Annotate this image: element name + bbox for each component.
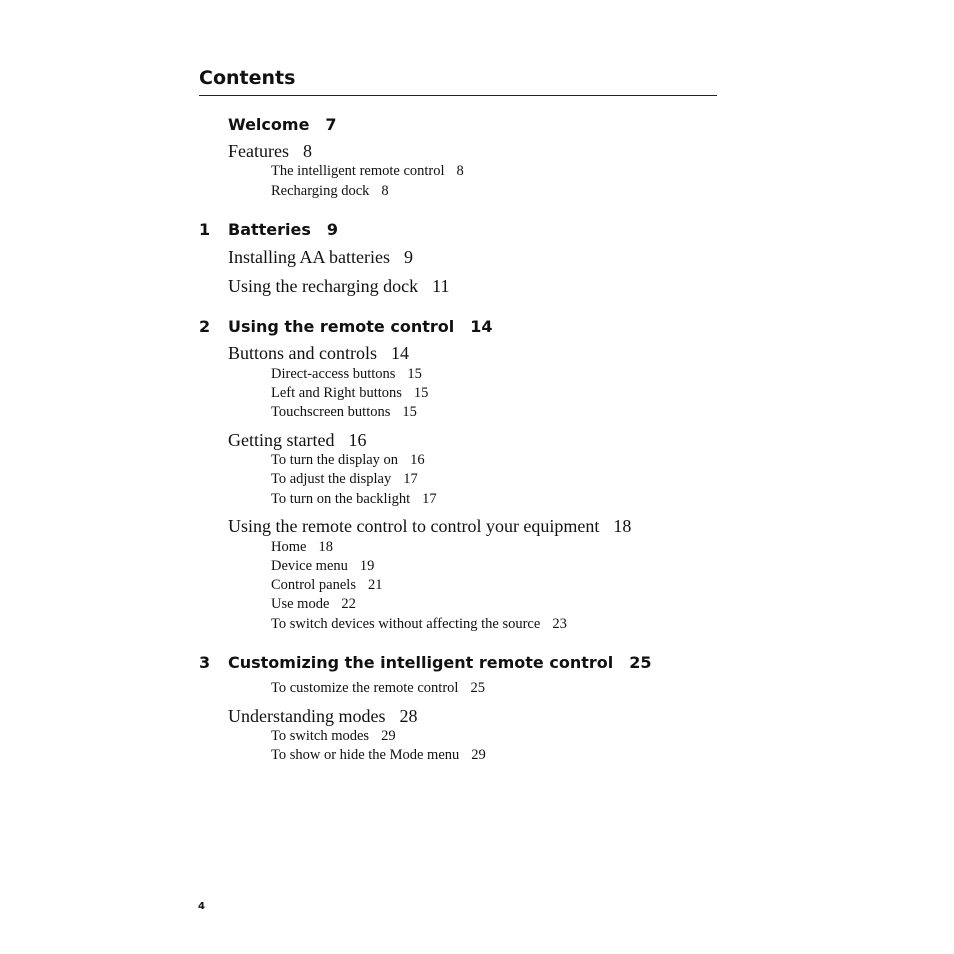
toc-page: 18 [318, 539, 333, 555]
toc-entry-using-dock[interactable] [228, 277, 449, 295]
toc-title: Touchscreen buttons [271, 404, 391, 420]
toc-title: Installing AA batteries [228, 247, 390, 267]
toc-page: 29 [381, 728, 396, 744]
toc-entry-touchscreen[interactable] [271, 405, 417, 420]
toc-entry-turn-display-on[interactable] [271, 453, 425, 468]
toc-entry-understanding-modes[interactable] [228, 707, 417, 725]
toc-page: 8 [381, 183, 389, 199]
toc-page: 8 [302, 141, 312, 161]
toc-page: 25 [629, 653, 652, 672]
toc-page: 9 [326, 220, 339, 239]
toc-page: 19 [359, 558, 375, 574]
toc-page: 8 [456, 163, 464, 179]
toc-page: 18 [613, 516, 632, 536]
toc-entry-features[interactable] [228, 142, 312, 160]
chapter-number: 1 [199, 220, 211, 239]
toc-page: 29 [471, 747, 486, 763]
toc-entry-show-hide-mode[interactable] [271, 748, 486, 763]
toc-page: 21 [367, 577, 383, 593]
toc-page: 17 [403, 471, 418, 487]
toc-title: Left and Right buttons [271, 385, 402, 401]
toc-title: Recharging dock [271, 183, 370, 199]
toc-entry-welcome[interactable] [228, 117, 337, 133]
toc-entry-switch-modes[interactable] [271, 729, 396, 744]
title-rule [199, 95, 717, 96]
toc-page: 17 [422, 491, 437, 507]
toc-page: 23 [552, 616, 567, 632]
toc-entry-backlight[interactable] [271, 492, 437, 507]
toc-title: Using the remote control [228, 317, 455, 336]
page-title: Contents [199, 67, 296, 89]
toc-title: The intelligent remote control [271, 163, 445, 179]
toc-entry-installing-aa[interactable] [228, 248, 413, 266]
toc-title: Control panels [271, 577, 356, 593]
toc-entry-customize[interactable] [271, 681, 485, 696]
toc-title: To adjust the display [271, 471, 392, 487]
toc-entry-use-mode[interactable] [271, 597, 356, 612]
chapter-number: 3 [199, 653, 211, 672]
toc-entry-using-remote[interactable] [228, 319, 493, 335]
toc-page: 15 [407, 366, 422, 382]
toc-title: Welcome [228, 115, 310, 134]
toc-title: Use mode [271, 596, 330, 612]
toc-title: To turn the display on [271, 452, 399, 468]
toc-entry-control-panels[interactable] [271, 578, 382, 593]
toc-title: Understanding modes [228, 706, 386, 726]
toc-entry-device-menu[interactable] [271, 559, 374, 574]
toc-title: To show or hide the Mode menu [271, 747, 460, 763]
toc-entry-getting-started[interactable] [228, 431, 366, 449]
toc-page: 14 [391, 343, 409, 363]
toc-title: Using the remote control to control your equipment [228, 516, 600, 536]
toc-title: Batteries [228, 220, 311, 239]
toc-page: 16 [348, 430, 367, 450]
toc-title: Home [271, 539, 307, 555]
toc-title: To switch modes [271, 728, 370, 744]
toc-title: To customize the remote control [271, 680, 459, 696]
toc-title: To switch devices without affecting the source [271, 616, 541, 632]
toc-title: Customizing the intelligent remote control [228, 653, 614, 672]
toc-title: Getting started [228, 430, 335, 450]
toc-page: 11 [432, 276, 450, 296]
toc-page: 28 [399, 706, 418, 726]
chapter-number: 2 [199, 317, 211, 336]
toc-entry-left-right[interactable] [271, 386, 428, 401]
toc-page: 15 [413, 385, 429, 401]
toc-entry-home[interactable] [271, 540, 333, 555]
toc-entry-switch-devices[interactable] [271, 617, 567, 632]
toc-title: To turn on the backlight [271, 491, 411, 507]
page-number: 4 [198, 901, 205, 912]
toc-entry-intelligent-remote[interactable] [271, 164, 464, 179]
toc-entry-direct-access[interactable] [271, 367, 422, 382]
toc-entry-adjust-display[interactable] [271, 472, 418, 487]
toc-page: 22 [341, 596, 356, 612]
toc-entry-recharging-dock[interactable] [271, 184, 389, 199]
toc-page: 15 [402, 404, 417, 420]
toc-title: Direct-access buttons [271, 366, 396, 382]
toc-entry-customizing[interactable] [228, 655, 652, 671]
toc-title: Using the recharging dock [228, 276, 419, 296]
toc-title: Device menu [271, 558, 348, 574]
toc-entry-using-equipment[interactable] [228, 517, 631, 535]
toc-page: 9 [403, 247, 413, 267]
toc-page: 7 [325, 115, 337, 134]
toc-title: Features [228, 141, 289, 161]
toc-title: Buttons and controls [228, 343, 377, 363]
toc-entry-buttons-controls[interactable] [228, 344, 409, 362]
toc-page: 14 [470, 317, 493, 336]
toc-page: 16 [410, 452, 425, 468]
toc-entry-batteries[interactable] [228, 222, 338, 238]
toc-page: 25 [470, 680, 485, 696]
